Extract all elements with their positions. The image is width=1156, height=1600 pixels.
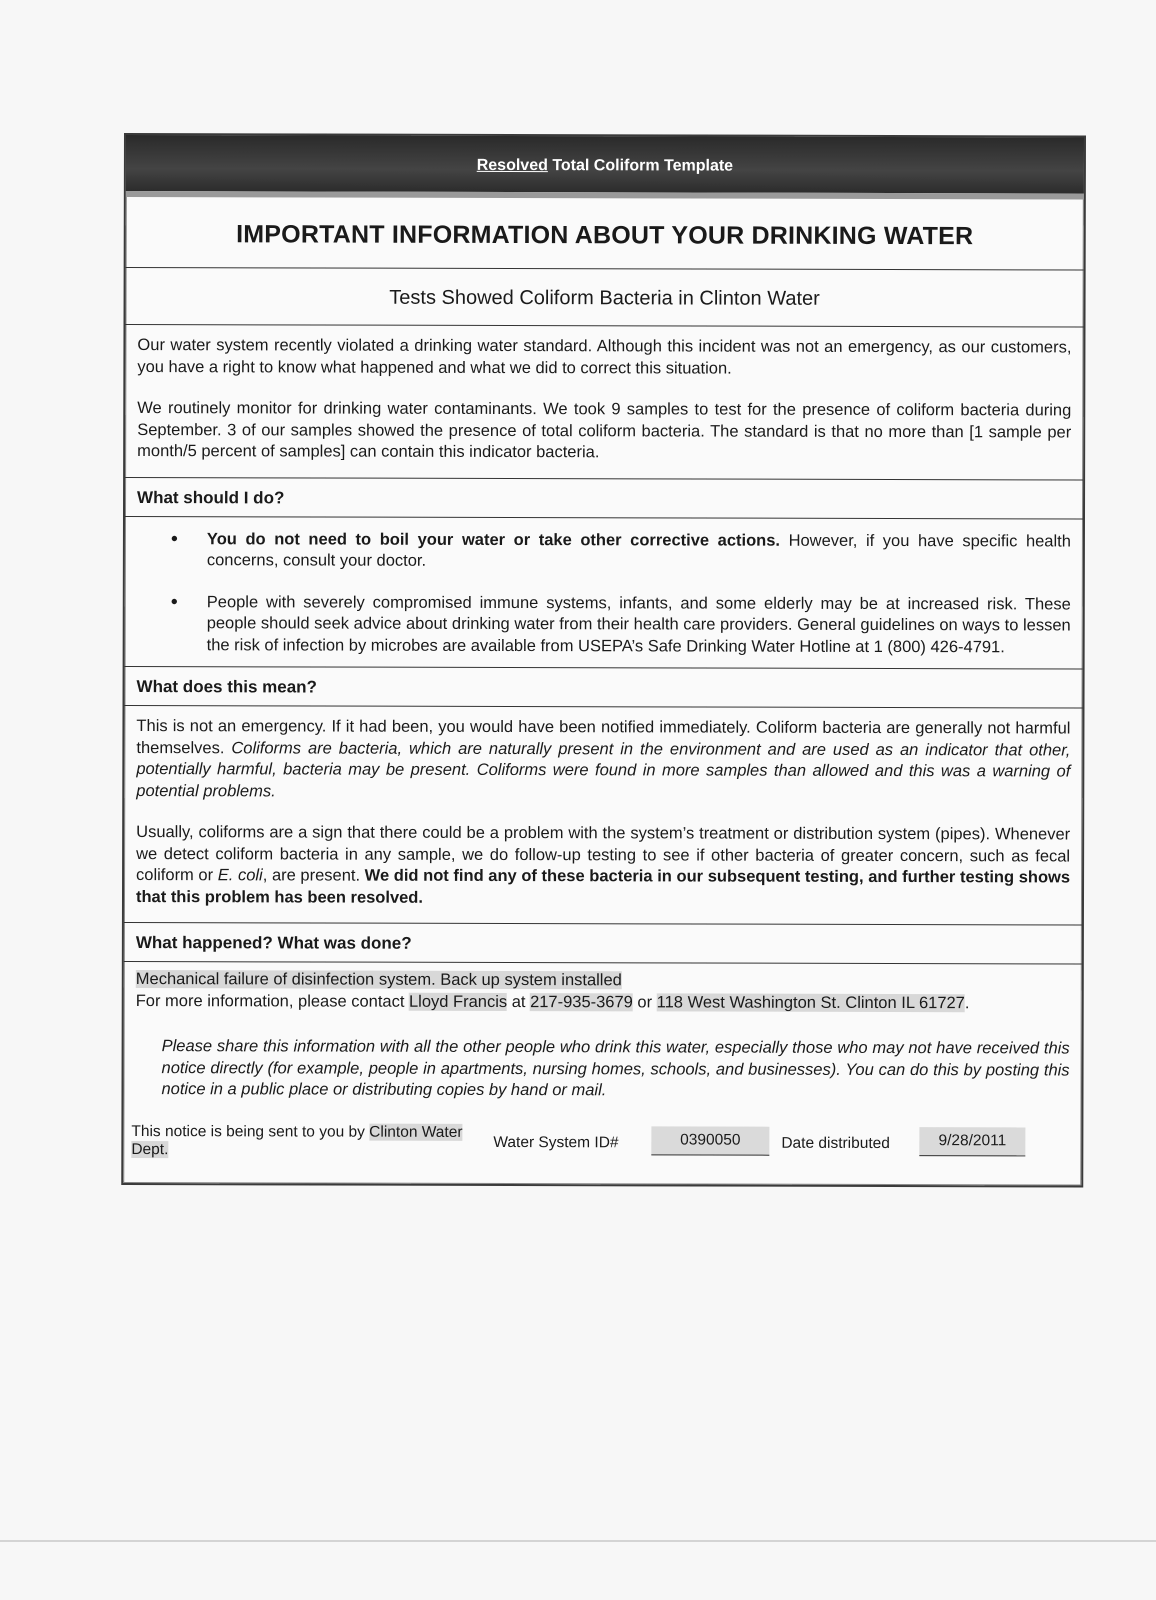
what-does-this-mean-heading: What does this mean? [124,667,1082,709]
contact-info [136,990,1070,1014]
meaning-p2-bold: We did not find any of these bacteria in our subsequent testing, and further testing shows that this problem has been resolved. [135,866,1071,907]
public-notice [121,133,1086,1187]
banner-resolved: Resolved [476,156,548,175]
scan-edge-line [0,1540,1156,1542]
page-title: IMPORTANT INFORMATION ABOUT YOUR DRINKING WATER [126,197,1084,271]
system-id-value: 0390050 [651,1126,769,1155]
banner-rest: Total Coliform Template [547,157,734,175]
what-should-i-do-heading: What should I do? [125,478,1083,520]
system-id-label: Water System ID# [493,1133,619,1151]
notice-footer [123,1119,1081,1186]
what-does-this-mean-section [124,706,1083,926]
contact-name: Lloyd Francis [408,992,508,1012]
intro-section [125,325,1083,480]
bullet-1-rest: However, if you have specific health concerns, consult your doctor. [206,531,1071,570]
meaning-p2-ecoli: E. coli [217,866,263,885]
what-should-i-do-section [125,517,1083,670]
sender-prefix: This notice is being sent to you by [131,1122,370,1141]
share-notice: Please share this information with all the other people who drink this water, especially those who may not have received this notice directly (for example, people in apartments, nursing homes, schools, and businesses). You can do this by posting this notice in a public place or distributing copies by hand or mail. [161,1037,1070,1100]
contact-end: . [964,994,970,1013]
meaning-p2-text-b: , are present. [262,866,365,885]
page-subtitle: Tests Showed Coliform Bacteria in Clinton Water [125,268,1083,328]
bullet-1-bold: You do not need to boil your water or take other corrective actions. [206,529,781,550]
meaning-paragraph-1 [136,716,1070,804]
list-item: • People with severely compromised immune systems, infants, and some elderly may be at increased risk. These people should seek advice about drinking water from their health care providers. General guidelines on ways to lessen the risk of infection by microbes are available from USEPA’s Safe Drinking Water Hotline at 1 (800) 426-4791. [207,592,1071,659]
what-happened-section [124,962,1082,1021]
corrective-action-text: Mechanical failure of disinfection system. Back up system installed [135,970,622,990]
intro-paragraph-1: Our water system recently violated a drinking water standard. Although this incident was not an emergency, as our customers, you have a right to know what happened and what we did to correct this situation. [137,336,1072,378]
contact-or: or [632,993,657,1012]
contact-at: at [507,993,531,1012]
template-banner [126,135,1084,200]
meaning-p1-text: This is not an emergency. If it had been, you would have been notified immediately. Coliform bacteria are generally not harmful themselves. [136,717,1071,757]
what-happened-heading: What happened? What was done? [124,923,1082,965]
corrective-action [136,968,1070,992]
contact-phone: 217-935-3679 [530,993,633,1012]
date-distributed-label: Date distributed [781,1134,890,1152]
list-item [207,529,1071,574]
meaning-p1-italic: Coliforms are bacteria, which are naturally present in the environment and are used as an indicator that other, potentially harmful, bacteria may be present. Coliforms were found in more samples than allowed and this was a warning of potential problems. [136,738,1071,800]
meaning-paragraph-2 [136,822,1070,910]
sender [131,1123,476,1160]
date-distributed-value: 9/28/2011 [919,1127,1025,1156]
contact-prefix: For more information, please contact [135,992,410,1011]
sender-name: Clinton Water Dept. [131,1123,463,1158]
intro-paragraph-2: We routinely monitor for drinking water contaminants. We took 9 samples to test for the presence of coliform bacteria during September. 3 of our samples showed the presence of total coliform bacteria. The standard is that no more than [1 sample per month/5 percent of samples] can contain this indicator bacteria. [137,399,1072,462]
meaning-p2-text: Usually, coliforms are a sign that there could be a problem with the system’s treatment or distribution system (pipes). Whenever we detect coliform bacteria in any sample, we do follow-up testing to see if other bacteria of greater concern, such as fecal coliform or [136,823,1071,885]
contact-address: 118 West Washington St. Clinton IL 61727 [656,993,965,1013]
